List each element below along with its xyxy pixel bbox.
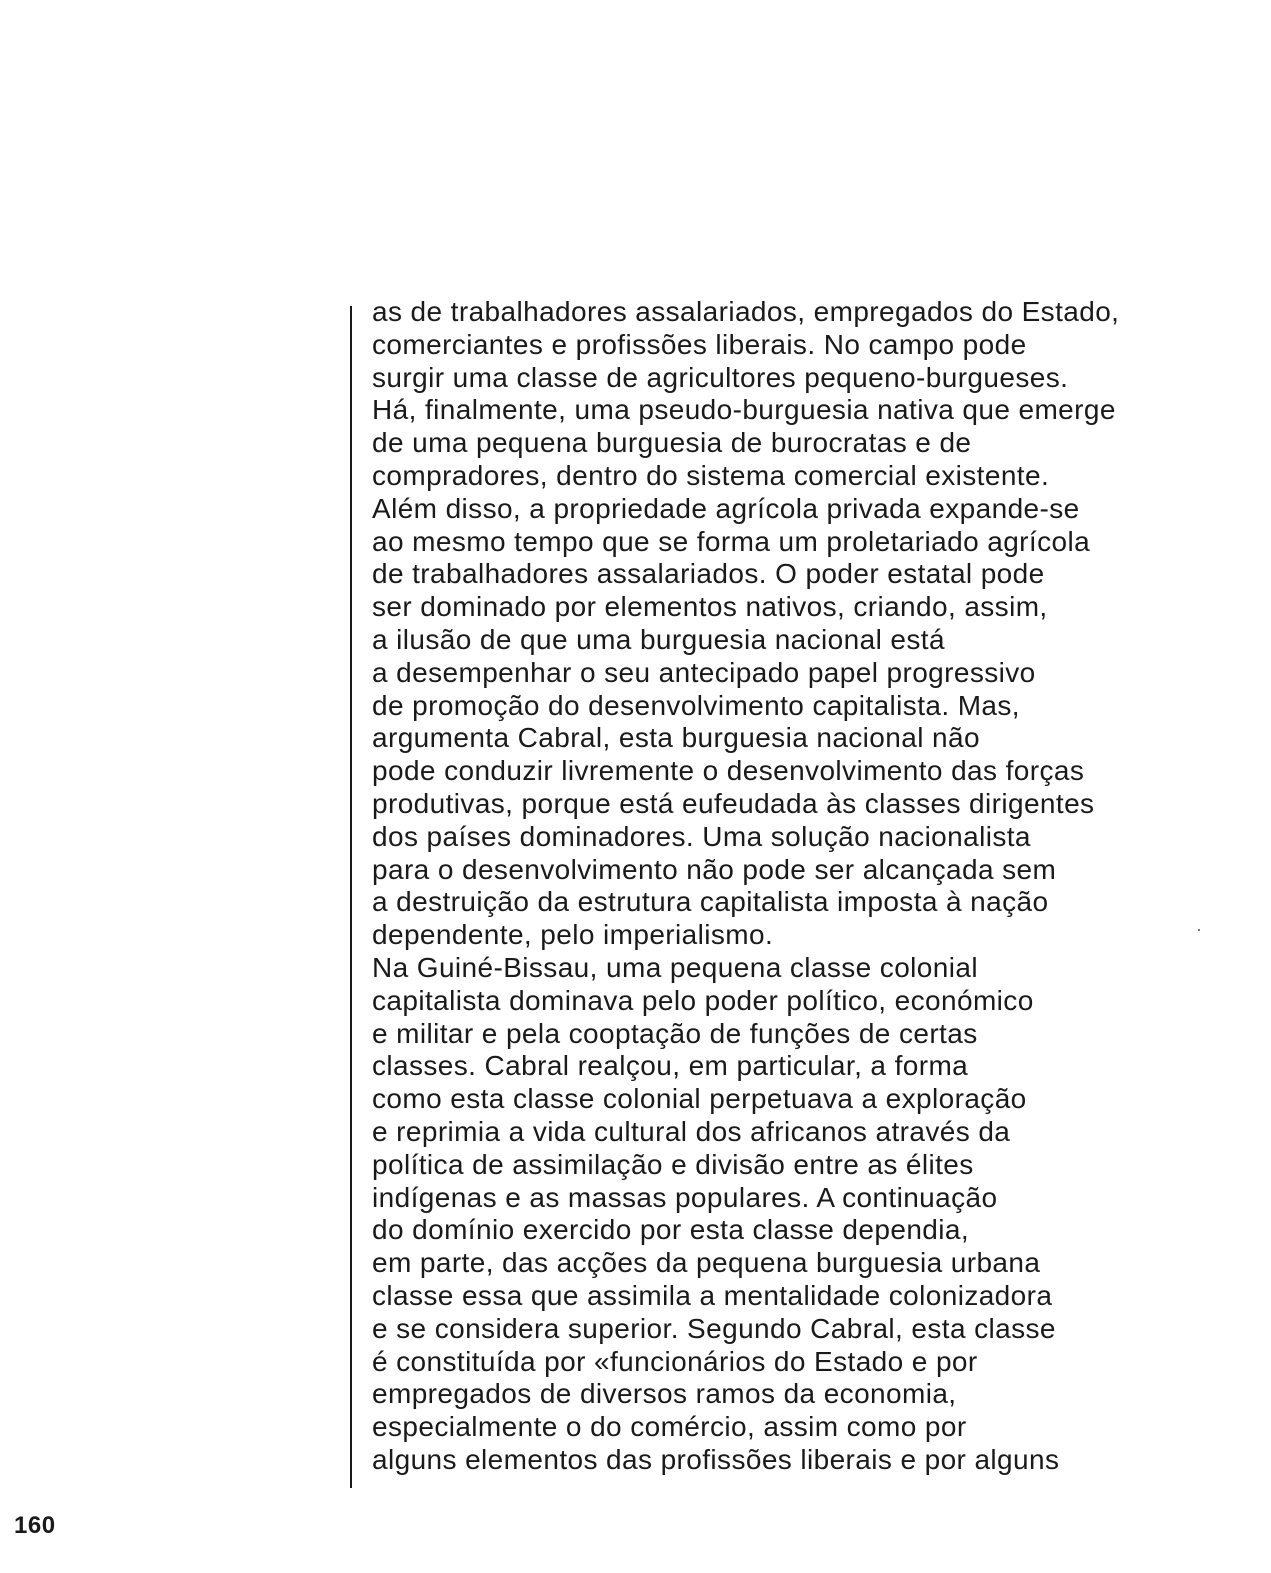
text-line: a desempenhar o seu antecipado papel progressivo [372,656,1036,688]
text-line: a destruição da estrutura capitalista imposta à nação [372,886,1049,918]
text-line: pode conduzir livremente o desenvolvimento das forças [372,755,1085,787]
text-line: Além disso, a propriedade agrícola privada expande-se [372,492,1080,524]
text-line: classes. Cabral realçou, em particular, a forma [372,1050,969,1082]
text-line: ser dominado por elementos nativos, criando, assim, [372,591,1048,623]
text-line: surgir uma classe de agricultores pequeno-burgueses. [372,361,1069,393]
scan-speck [1198,929,1200,931]
text-line: argumenta Cabral, esta burguesia nacional não [372,722,980,754]
text-line: é constituída por «funcionários do Estado e por [372,1345,978,1377]
body-text [372,296,1242,1477]
page-number: 160 [14,1512,56,1539]
text-line: ao mesmo tempo que se forma um proletariado agrícola [372,525,1091,557]
text-line: e reprimia a vida cultural dos africanos através da [372,1115,1011,1147]
text-line: como esta classe colonial perpetuava a exploração [372,1083,1027,1115]
text-line: indígenas e as massas populares. A continuação [372,1181,998,1213]
text-line: comerciantes e profissões liberais. No campo pode [372,328,1027,360]
margin-rule [350,306,352,1488]
text-line: do domínio exercido por esta classe dependia, [372,1214,970,1246]
text-line: e se considera superior. Segundo Cabral, esta classe [372,1312,1056,1344]
text-line: de trabalhadores assalariados. O poder estatal pode [372,558,1045,590]
text-line: e militar e pela cooptação de funções de certas [372,1017,978,1049]
text-line: Há, finalmente, uma pseudo-burguesia nativa que emerge [372,394,1116,426]
text-line: compradores, dentro do sistema comercial existente. [372,459,1050,491]
text-line: de promoção do desenvolvimento capitalista. Mas, [372,689,1020,721]
text-line: capitalista dominava pelo poder político, económico [372,984,1034,1016]
text-line: alguns elementos das profissões liberais e por alguns [372,1443,1060,1475]
text-line: dependente, pelo imperialismo. [372,919,774,951]
text-line: de uma pequena burguesia de burocratas e de [372,427,972,459]
text-line: a ilusão de que uma burguesia nacional está [372,623,945,655]
text-line: especialmente o do comércio, assim como por [372,1411,967,1443]
text-line: empregados de diversos ramos da economia, [372,1378,957,1410]
text-line: em parte, das acções da pequena burguesia urbana [372,1247,1041,1279]
text-line: classe essa que assimila a mentalidade colonizadora [372,1279,1053,1311]
text-line: para o desenvolvimento não pode ser alcançada sem [372,853,1057,885]
text-line: política de assimilação e divisão entre as élites [372,1148,974,1180]
text-line: Na Guiné-Bissau, uma pequena classe colonial [372,951,978,983]
text-line: as de trabalhadores assalariados, empregados do Estado, [372,296,1120,327]
text-line: produtivas, porque está eufeudada às classes dirigentes [372,787,1095,819]
text-line: dos países dominadores. Uma solução nacionalista [372,820,1031,852]
